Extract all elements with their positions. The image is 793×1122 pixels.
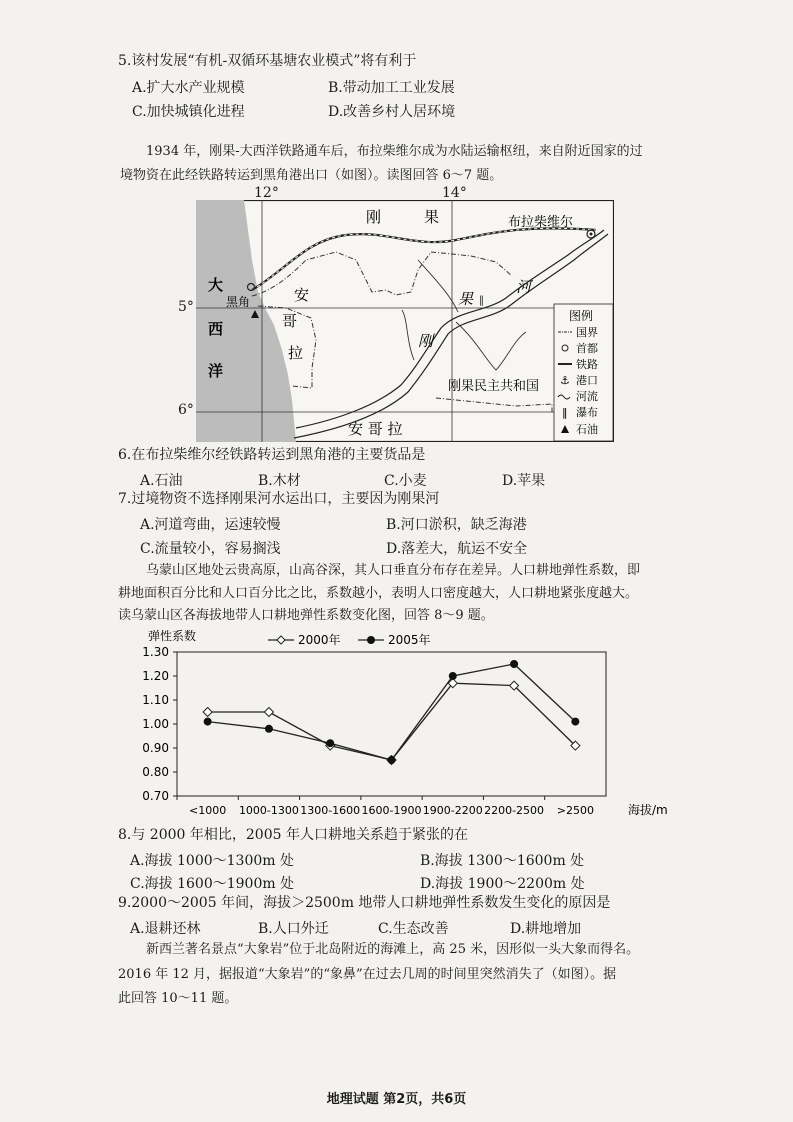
q9-option-b: B.人口外迁: [258, 921, 329, 937]
x-tick-label: 1300-1600: [300, 804, 361, 817]
q9-option-a: A.退耕还林: [130, 921, 201, 937]
passage2-line2: 耕地面积百分比和人口百分比之比，系数越小，表明人口密度越大，人口耕地紧张度越大。: [118, 586, 639, 601]
series-1-point: [203, 708, 212, 717]
legend-port-icon: ⚓: [560, 374, 570, 387]
legend-box: [554, 304, 613, 441]
legend-marker-2: [367, 636, 375, 644]
legend-river: 河流: [576, 390, 598, 403]
label-atlantic-1: 大: [208, 276, 224, 294]
q5-option-a: A.扩大水产业规模: [132, 80, 245, 96]
label-atlantic-2: 西: [208, 320, 224, 338]
q8-option-b: B.海拔 1300～1600m 处: [420, 853, 585, 869]
y-tick-label: 1.00: [142, 717, 169, 731]
legend-oil: 石油: [576, 423, 598, 436]
q8-option-d: D.海拔 1900～2200m 处: [420, 876, 585, 892]
y-tick-label: 0.70: [142, 789, 169, 803]
q9-stem: 9.2000～2005 年间，海拔＞2500m 地带人口耕地弹性系数发生变化的原因是: [118, 895, 611, 911]
x-axis-title: 海拔/m: [628, 803, 668, 817]
label-angola-bottom: 安 哥 拉: [348, 420, 403, 438]
q5-option-c: C.加快城镇化进程: [132, 104, 245, 120]
elasticity-line-chart: [130, 626, 690, 826]
y-tick-label: 1.30: [142, 645, 169, 659]
legend-port: 港口: [576, 374, 598, 387]
q6-option-d: D.苹果: [502, 473, 546, 489]
legend-label-1: 2000年: [298, 633, 341, 647]
q9-option-d: D.耕地增加: [510, 921, 582, 937]
label-angola-2: 哥: [282, 312, 298, 330]
q6-stem: 6.在布拉柴维尔经铁路转运到黑角港的主要货品是: [118, 447, 426, 463]
q5-option-d: D.改善乡村人居环境: [328, 104, 456, 120]
x-tick-label: <1000: [189, 804, 227, 817]
legend-title: 图例: [569, 309, 594, 323]
legend-railway: 铁路: [576, 358, 598, 371]
q5-stem: 5.该村发展“有机-双循环基塘农业模式”将有利于: [118, 53, 417, 69]
y-tick-label: 1.10: [142, 693, 169, 707]
map-lat-6: 6°: [178, 402, 194, 418]
congo-map: [196, 200, 614, 442]
map-lon-14: 14°: [442, 185, 467, 201]
label-angola-1: 安: [294, 286, 310, 304]
label-river-c: 刚: [418, 332, 434, 350]
legend-marker-1: [277, 636, 285, 644]
label-black-point: 黑角: [226, 295, 251, 309]
q6-option-a: A.石油: [140, 473, 183, 489]
x-tick-label: 2200-2500: [484, 804, 545, 817]
label-congo-1: 刚: [366, 208, 382, 226]
label-atlantic-3: 洋: [208, 362, 224, 380]
passage2-line3: 读乌蒙山区各海拔地带人口耕地弹性系数变化图，回答 8～9 题。: [118, 608, 494, 623]
map-lon-12: 12°: [254, 185, 279, 201]
q8-option-a: A.海拔 1000～1300m 处: [130, 853, 294, 869]
passage3-line3: 此回答 10～11 题。: [118, 991, 238, 1006]
passage1-line1: 1934 年，刚果-大西洋铁路通车后，布拉柴维尔成为水陆运输枢纽，来自附近国家的过: [146, 144, 643, 159]
legend-capital: 首都: [576, 342, 598, 355]
legend-label-2: 2005年: [388, 633, 431, 647]
label-river-b: 河: [516, 278, 532, 296]
label-congo-2: 果: [424, 208, 440, 226]
q7-option-b: B.河口淤积，缺乏海港: [386, 517, 527, 533]
passage3-line2: 2016 年 12 月，据报道“大象岩”的“象鼻”在过去几周的时间里突然消失了（如图）。据: [118, 967, 617, 982]
q7-option-c: C.流量较小，容易搁浅: [140, 541, 281, 557]
passage1-line2: 境物资在此经铁路转运到黑角港出口（如图）。读图回答 6～7 题。: [120, 168, 503, 183]
x-tick-label: >2500: [556, 804, 594, 817]
x-tick-label: 1900-2200: [422, 804, 483, 817]
q7-option-a: A.河道弯曲，运速较慢: [140, 517, 281, 533]
label-angola-3: 拉: [288, 344, 304, 362]
label-river-a: 果: [458, 290, 474, 308]
series-2-point: [326, 739, 334, 747]
y-tick-label: 1.20: [142, 669, 169, 683]
page-footer: 地理试题 第2页，共6页: [326, 1092, 467, 1107]
series-2-point: [571, 718, 579, 726]
q7-option-d: D.落差大，航运不安全: [386, 541, 528, 557]
q7-stem: 7.过境物资不选择刚果河水运出口，主要因为刚果河: [118, 491, 440, 507]
series-2-point: [510, 660, 518, 668]
q6-option-c: C.小麦: [384, 473, 427, 489]
label-brazzaville: 布拉柴维尔: [508, 215, 574, 230]
x-tick-label: 1600-1900: [361, 804, 422, 817]
passage3-line1: 新西兰著名景点“大象岩”位于北岛附近的海滩上，高 25 米，因形似一头大象而得名。: [146, 942, 640, 957]
q9-option-c: C.生态改善: [378, 921, 449, 937]
series-2-point: [388, 756, 396, 764]
legend-falls: 瀑布: [576, 406, 598, 419]
y-tick-label: 0.90: [142, 741, 169, 755]
label-drc: 刚果民主共和国: [448, 379, 540, 394]
q8-option-c: C.海拔 1600～1900m 处: [130, 876, 295, 892]
series-line-1: [208, 683, 576, 760]
q8-stem: 8.与 2000 年相比，2005 年人口耕地关系趋于紧张的在: [118, 827, 468, 843]
q5-option-b: B.带动加工工业发展: [328, 80, 455, 96]
x-tick-label: 1000-1300: [238, 804, 299, 817]
series-2-point: [265, 725, 273, 733]
y-tick-label: 0.80: [142, 765, 169, 779]
map-lat-5: 5°: [178, 299, 194, 315]
y-axis-title: 弹性系数: [148, 629, 197, 643]
legend-falls-icon: ‖: [562, 406, 568, 419]
series-2-point: [449, 672, 457, 680]
passage2-line1: 乌蒙山区地处云贵高原，山高谷深，其人口垂直分布存在差异。人口耕地弹性系数，即: [146, 563, 641, 578]
falls-icon: ‖: [479, 295, 484, 306]
series-1-point: [264, 708, 273, 717]
plot-frame: [177, 652, 606, 796]
q6-option-b: B.木材: [258, 473, 301, 489]
legend-border: 国界: [576, 326, 598, 339]
series-2-point: [204, 718, 212, 726]
